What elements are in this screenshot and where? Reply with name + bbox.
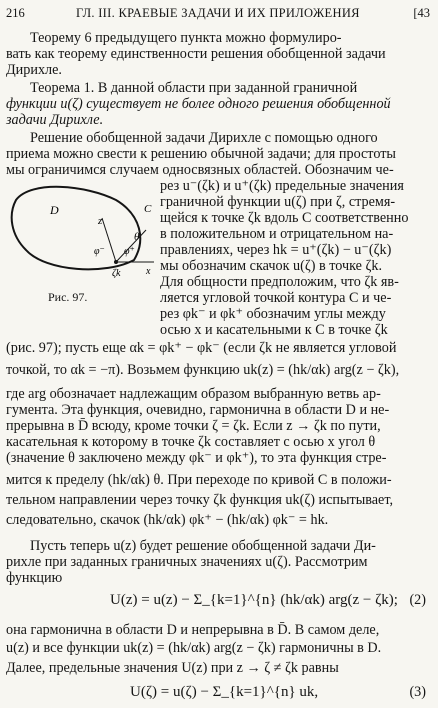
text-line: следовательно, скачок (hk/αk) φk⁺ − (hk/αk) φk⁻ = hk. (6, 512, 329, 528)
label-c: C (144, 203, 152, 215)
page-number: 216 (6, 6, 25, 20)
text-line: Решение обобщенной задачи Дирихле с помощью одного (30, 130, 378, 146)
text-line: Далее, предельные значения U(z) при z → ζ ≠ ζk равны (6, 660, 339, 676)
text-line: ляется угловой точкой контура C и че- (160, 290, 392, 306)
text-line: щейся к точке ζk вдоль C соответственно (160, 210, 409, 226)
text-line: в положительном и отрицательном на- (160, 226, 394, 242)
text-line: касательная к которому в точке ζk составляет с осью x угол θ (6, 434, 376, 450)
text-line: Для общности предположим, что ζk яв- (160, 274, 399, 290)
text-line: граничной функции u(ζ) при ζ, стремя- (160, 194, 396, 210)
text-line: мы ограничимся случаем односвязных областей. Обозначим че- (6, 162, 394, 178)
figure-caption: Рис. 97. (48, 290, 88, 304)
equation-2: U(z) = u(z) − Σ_{k=1}^{n} (hk/αk) arg(z − ζk); (110, 592, 398, 608)
text-line: (рис. 97); пусть еще αk = φk⁺ − φk⁻ (если ζk не является угловой (6, 340, 397, 356)
equation-3: U(ζ) = u(ζ) − Σ_{k=1}^{n} uk, (130, 684, 319, 700)
label-zeta: ζk (112, 268, 121, 279)
label-d: D (50, 203, 59, 217)
text-line: рез φk⁻ и φk⁺ обозначим углы между (160, 306, 386, 322)
text-line: u(z) и все функции uk(z) = (hk/αk) arg(z − ζk) гармоничны в D. (6, 640, 382, 656)
text-line: точкой, то αk = −π). Возьмем функцию uk(z) = (hk/αk) arg(z − ζk), (6, 362, 400, 378)
text-line: где arg обозначает надлежащим образом выбранную ветвь ар- (6, 386, 381, 402)
theorem-text: задачи Дирихле. (6, 112, 104, 128)
text-line: мы обозначим скачок u(ζ) в точке ζk. (160, 258, 382, 274)
domain-diagram (6, 180, 156, 280)
label-phi-minus: φ⁻ (94, 246, 105, 257)
equation-number: (2) (409, 592, 426, 608)
text-line: рихле при заданных граничных значениях u(ζ). Рассмотрим (6, 554, 368, 570)
theorem-heading: Теорема 1. В данной области при заданной граничной (30, 80, 358, 96)
text-line: прерывна в D̄ всюду, кроме точки ζ = ζk. Если z → ζk по пути, (6, 418, 381, 434)
text-line: правлениях, через hk = u⁺(ζk) − u⁻(ζk) (160, 242, 392, 258)
text-line: осью x и касательными к C в точке ζk (160, 322, 388, 338)
equation-number: (3) (409, 684, 426, 700)
label-x: x (146, 266, 151, 277)
text-line: вать как теорему единственности решения обобщенной задачи (6, 46, 386, 62)
section-number: [43 (413, 6, 430, 20)
text-line: Дирихле. (6, 62, 62, 78)
text-line: (значение θ заключено между φk⁻ и φk⁺), то эта функция стре- (6, 450, 387, 466)
text-line: она гармонична в области D и непрерывна в D̄. В самом деле, (6, 622, 380, 638)
text-line: Пусть теперь u(z) будет решение обобщенной задачи Ди- (30, 538, 376, 554)
text-line: мится к пределу (hk/αk) θ. При переходе по кривой C в положи- (6, 472, 392, 488)
text-line: тельном направлении через точку ζk функция uk(ζ) испытывает, (6, 492, 394, 508)
running-header (6, 6, 430, 22)
figure-97 (6, 180, 156, 280)
label-phi-plus: φ⁺ (124, 246, 135, 257)
text-line: приема можно свести к решению обычной задачи; для простоты (6, 146, 396, 162)
text-line: рез u⁻(ζk) и u⁺(ζk) предельные значения (160, 178, 404, 194)
label-z: z (98, 215, 103, 227)
text-line: гумента. Эта функция, очевидно, гармонична в области D и не- (6, 402, 390, 418)
text-line: функцию (6, 570, 63, 586)
theorem-text: функции u(ζ) существует не более одного решения обобщенной (6, 96, 391, 112)
running-title: ГЛ. III. КРАЕВЫЕ ЗАДАЧИ И ИХ ПРИЛОЖЕНИЯ (76, 6, 360, 20)
corner-point (114, 260, 118, 264)
label-theta: θ (134, 231, 140, 243)
text-line: Теорему 6 предыдущего пункта можно формулиро- (30, 30, 342, 46)
